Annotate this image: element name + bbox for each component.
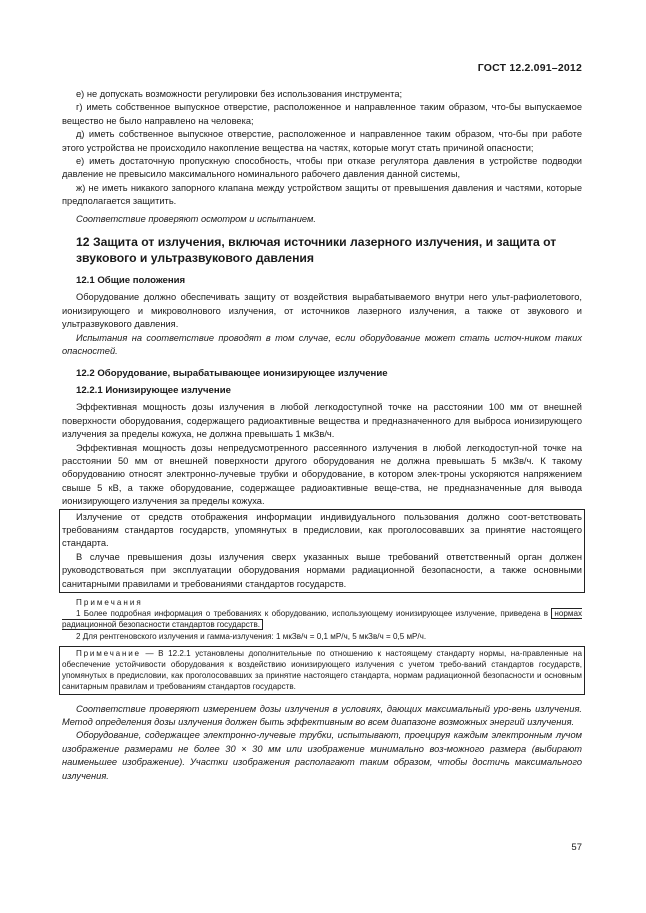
note-item: 1 Более подробная информация о требованиях к оборудованию, использующему ионизирующее излучение, приведена в нормах радиационной безопасности стандартов государств. bbox=[62, 609, 582, 630]
compliance-statement: Соответствие проверяют осмотром и испытанием. bbox=[76, 213, 316, 224]
page-content bbox=[62, 88, 582, 783]
notes-heading: Примечания bbox=[76, 598, 143, 607]
boxed-reference: нормах радиационной безопасности стандартов государств. bbox=[62, 609, 582, 630]
subsection-heading: 12.1 Общие положения bbox=[76, 275, 186, 287]
page-number: 57 bbox=[571, 842, 582, 853]
paragraph: Испытания на соответствие проводят в том случае, если оборудование может стать источ-ником таких опасностей. bbox=[62, 332, 582, 357]
note-text: Примечание — В 12.2.1 установлены дополнительные по отношению к настоящему стандарту нормы, на-правленные на обеспечение устойчивости оборудования к воздействию ионизирующего излучения с учетом требо-ваний стандартов государств, упомянутых в предисловии, как проголосовавших за принятие настоящего стандарта, нормам радиационной безопасности и основным санитарным правилам и требованиям стандартов государств. bbox=[62, 648, 582, 692]
subsection-heading: 12.2.1 Ионизирующее излучение bbox=[76, 384, 231, 396]
boxed-requirement bbox=[59, 509, 585, 593]
document-code: ГОСТ 12.2.091–2012 bbox=[477, 62, 582, 74]
boxed-note bbox=[59, 646, 585, 695]
paragraph: Оборудование должно обеспечивать защиту от воздействия вырабатываемого внутри него ульт-рафиолетового, ионизирующего и микроволнового излучения, от источников лазерного излучения, а также от звукового и ультразвукового давления. bbox=[62, 292, 582, 330]
paragraph: Эффективная мощность дозы излучения в любой легкодоступной точке на расстоянии 100 мм от внешней поверхности оборудования, содержащего радиоактивные вещества и предназначенного для выброса ионизирующего излучения за пределы кожуха, не должна превышать 1 мкЗв/ч. bbox=[62, 402, 582, 440]
note-item: 2 Для рентгеновского излучения и гамма-излучения: 1 мкЗв/ч = 0,1 мР/ч, 5 мкЗв/ч = 0,5 мР/ч. bbox=[76, 631, 427, 641]
paragraph: Эффективная мощность дозы непредусмотренного рассеянного излучения в любой легкодоступ-ной точке на расстоянии 50 мм от внешней поверхности другого оборудования не должна превышать 5 мкЗв/ч. К такому оборудованию относят электронно-лучевые трубки и оборудование, в котором элек-троны ускоряются напряжением свыше 5 кВ, а также оборудование, содержащее радиоактивные веще-ства, не предназначенные для вывода ионизирующего излучения за пределы кожуха. bbox=[62, 442, 582, 507]
notes-block bbox=[62, 597, 582, 642]
compliance-statement: Соответствие проверяют измерением дозы излучения в условиях, дающих максимальный уро-вень излучения. Метод определения дозы излучения должен быть эффективным во всем диапазоне возможных энергий излучения. bbox=[62, 703, 582, 728]
paragraph: Излучение от средств отображения информации индивидуального пользования должно соот-ветствовать требованиям стандартов государств, упомянутых в предисловии, как проголосовавших за принятие настоящего стандарта. bbox=[62, 511, 582, 549]
list-item: д) иметь собственное выпускное отверстие, расположенное и направленное таким образом, что-бы при работе этого устройства не происходило накопление вещества на частях, которые могут стать причиной опасности; bbox=[62, 129, 582, 153]
compliance-statement: Оборудование, содержащее электронно-лучевые трубки, испытывают, проецируя каждым электронным лучом изображение размерами не более 30 × 30 мм или изображение минимально воз-можного размера (выбирают наименьшее изображение). Участки изображения располагают таким образом, чтобы достичь максимального излучения. bbox=[62, 730, 582, 781]
list-item: е) иметь достаточную пропускную способность, чтобы при отказе регулятора давления в устройстве подводки давление не превысило максимального номинального рабочего давления данной системы, bbox=[62, 156, 582, 180]
list-item: г) иметь собственное выпускное отверстие, расположенное и направленное таким образом, что-бы выпускаемое вещество не было направлено на человека; bbox=[62, 102, 582, 126]
section-heading: 12 Защита от излучения, включая источники лазерного излучения, и защита от звукового и ультразвукового давления bbox=[76, 235, 557, 266]
list-item: е) не допускать возможности регулировки без использования инструмента; bbox=[76, 89, 403, 99]
subsection-heading: 12.2 Оборудование, вырабатывающее ионизирующее излучение bbox=[76, 367, 388, 379]
list-item: ж) не иметь никакого запорного клапана между устройством защиты от превышения давления и частями, которые предполагается защитить. bbox=[62, 182, 582, 207]
paragraph: В случае превышения дозы излучения сверх указанных выше требований ответственный орган должен руководствоваться при эксплуатации оборудования нормами радиационной безопасности, а также основными санитарными правилами и требованиями стандартов государств. bbox=[62, 551, 582, 589]
